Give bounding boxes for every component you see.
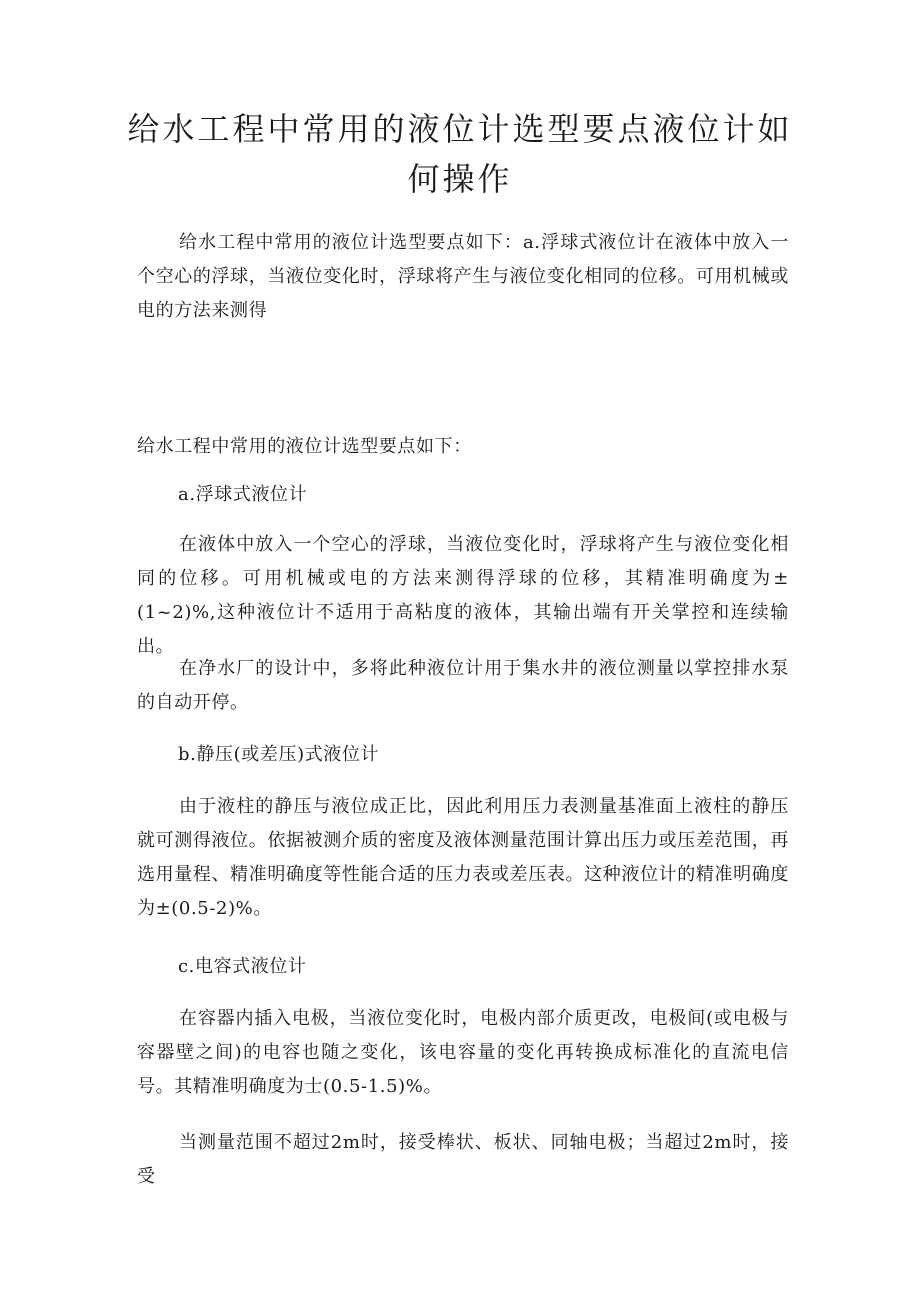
section-b-heading: b.静压(或差压)式液位计	[178, 744, 380, 765]
section-a-heading: a.浮球式液位计	[178, 484, 308, 505]
section-b-paragraph-1: 由于液柱的静压与液位成正比，因此利用压力表测量基准面上液柱的静压就可测得液位。依据被测介质的密度及液体测量范围计算出压力或压差范围，再选用量程、精准明确度等性能合适的压力表或差压表。这种液位计的精准明确度为±(0.5-2)%。	[137, 796, 789, 919]
section-c-paragraph-2: 当测量范围不超过2m时，接受棒状、板状、同轴电极；当超过2m时，接受	[137, 1132, 789, 1187]
section-a-paragraph-2: 在净水厂的设计中，多将此种液位计用于集水井的液位测量以掌控排水泵的自动开停。	[137, 658, 789, 713]
section-c-heading: c.电容式液位计	[178, 956, 307, 977]
section-a-paragraph-1: 在液体中放入一个空心的浮球，当液位变化时，浮球将产生与液位变化相同的位移。可用机械或电的方法来测得浮球的位移，其精准明确度为±(1~2)%,这种液位计不适用于高粘度的液体，其输出端有开关掌控和连续输出。	[137, 534, 789, 657]
document-title: 给水工程中常用的液位计选型要点液位计如何操作	[127, 110, 793, 198]
section-c-paragraph-1: 在容器内插入电极，当液位变化时，电极内部介质更改，电极间(或电极与容器壁之间)的电容也随之变化，该电容量的变化再转换成标准化的直流电信号。其精准明确度为士(0.5-1.5)%。	[137, 1008, 789, 1097]
intro-paragraph: 给水工程中常用的液位计选型要点如下：	[137, 436, 472, 457]
summary-paragraph: 给水工程中常用的液位计选型要点如下：a.浮球式液位计在液体中放入一个空心的浮球，当液位变化时，浮球将产生与液位变化相同的位移。可用机械或电的方法来测得	[137, 232, 789, 321]
